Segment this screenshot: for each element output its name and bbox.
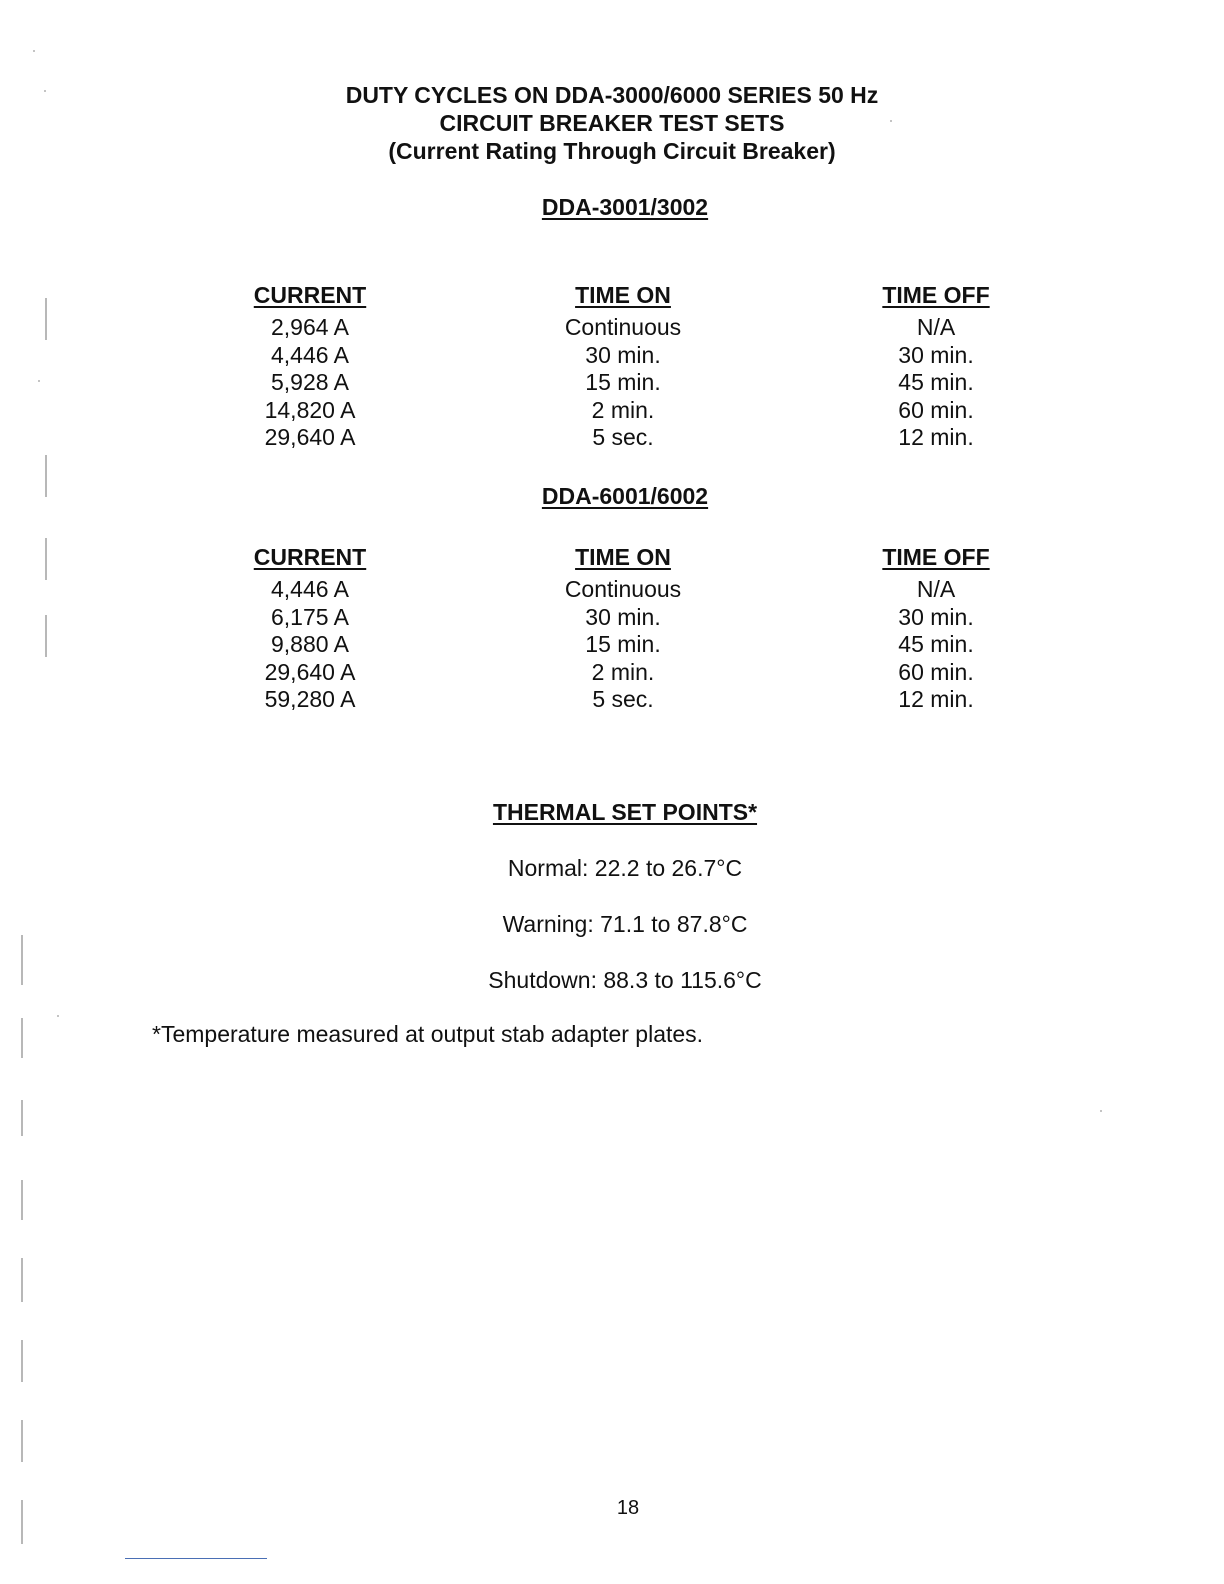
section-heading-dda-6001-6002: DDA-6001/6002: [541, 483, 709, 509]
scan-speck: [57, 1015, 59, 1017]
table-cell-time-off: 12 min.: [898, 424, 974, 451]
scan-edge-mark: [21, 1258, 23, 1302]
table-cell-current: 6,175 A: [270, 603, 350, 630]
table-cell-current: 59,280 A: [264, 686, 356, 713]
table-cell-time-off: N/A: [916, 314, 956, 341]
document-title-line-3: (Current Rating Through Circuit Breaker): [388, 138, 836, 164]
thermal-normal: Normal: 22.2 to 26.7°C: [507, 855, 743, 881]
scan-edge-mark: [21, 1018, 23, 1058]
table-cell-time-off: 30 min.: [898, 603, 974, 630]
bottom-rule: [125, 1558, 267, 1559]
table-cell-time-on: 2 min.: [591, 396, 655, 423]
table-cell-time-on: 2 min.: [591, 658, 655, 685]
table-cell-time-off: 60 min.: [898, 396, 974, 423]
current-column: [190, 282, 430, 451]
table-cell-current: 9,880 A: [270, 631, 350, 658]
scan-edge-mark: [45, 615, 47, 657]
scan-edge-mark: [45, 298, 47, 340]
table-cell-current: 29,640 A: [264, 658, 356, 685]
column-header-time-on: TIME ON: [575, 544, 671, 570]
time-on-column: [503, 544, 743, 713]
column-header-time-off: TIME OFF: [882, 282, 990, 308]
scan-speck: [1100, 1110, 1102, 1112]
footnote: *Temperature measured at output stab adapter plates.: [152, 1021, 704, 1047]
table-cell-time-on: 5 sec.: [592, 424, 654, 451]
table-cell-current: 4,446 A: [270, 341, 350, 368]
page-number: 18: [616, 1497, 640, 1519]
table-cell-current: 29,640 A: [264, 424, 356, 451]
scan-edge-mark: [21, 1340, 23, 1382]
current-column: [190, 544, 430, 713]
table-cell-time-off: 12 min.: [898, 686, 974, 713]
table-cell-current: 4,446 A: [270, 576, 350, 603]
column-header-current: CURRENT: [253, 544, 367, 570]
scan-edge-mark: [21, 1420, 23, 1462]
table-cell-time-off: N/A: [916, 576, 956, 603]
table-cell-time-on: 30 min.: [585, 603, 661, 630]
thermal-set-points-heading: THERMAL SET POINTS*: [492, 799, 758, 825]
table-cell-current: 14,820 A: [264, 396, 356, 423]
column-header-time-on: TIME ON: [575, 282, 671, 308]
table-cell-time-off: 30 min.: [898, 341, 974, 368]
document-title-line-2: CIRCUIT BREAKER TEST SETS: [439, 110, 785, 136]
table-cell-time-off: 45 min.: [898, 631, 974, 658]
table-cell-time-off: 60 min.: [898, 658, 974, 685]
table-cell-time-on: Continuous: [564, 314, 682, 341]
table-cell-time-on: 15 min.: [585, 631, 661, 658]
table-cell-time-on: 5 sec.: [592, 686, 654, 713]
thermal-warning: Warning: 71.1 to 87.8°C: [502, 911, 748, 937]
document-title-line-1: DUTY CYCLES ON DDA-3000/6000 SERIES 50 Hz: [345, 82, 879, 108]
scan-speck: [38, 380, 40, 382]
scan-edge-mark: [21, 1100, 23, 1136]
scan-edge-mark: [21, 1180, 23, 1220]
scan-edge-mark: [45, 538, 47, 580]
time-off-column: [816, 544, 1056, 713]
table-cell-time-on: Continuous: [564, 576, 682, 603]
time-on-column: [503, 282, 743, 451]
column-header-current: CURRENT: [253, 282, 367, 308]
thermal-shutdown: Shutdown: 88.3 to 115.6°C: [488, 967, 762, 993]
table-cell-time-on: 30 min.: [585, 341, 661, 368]
table-cell-current: 5,928 A: [270, 369, 350, 396]
column-header-time-off: TIME OFF: [882, 544, 990, 570]
table-cell-time-off: 45 min.: [898, 369, 974, 396]
table-cell-time-on: 15 min.: [585, 369, 661, 396]
time-off-column: [816, 282, 1056, 451]
table-cell-current: 2,964 A: [270, 314, 350, 341]
section-heading-dda-3001-3002: DDA-3001/3002: [541, 194, 709, 220]
scan-speck: [33, 50, 35, 52]
